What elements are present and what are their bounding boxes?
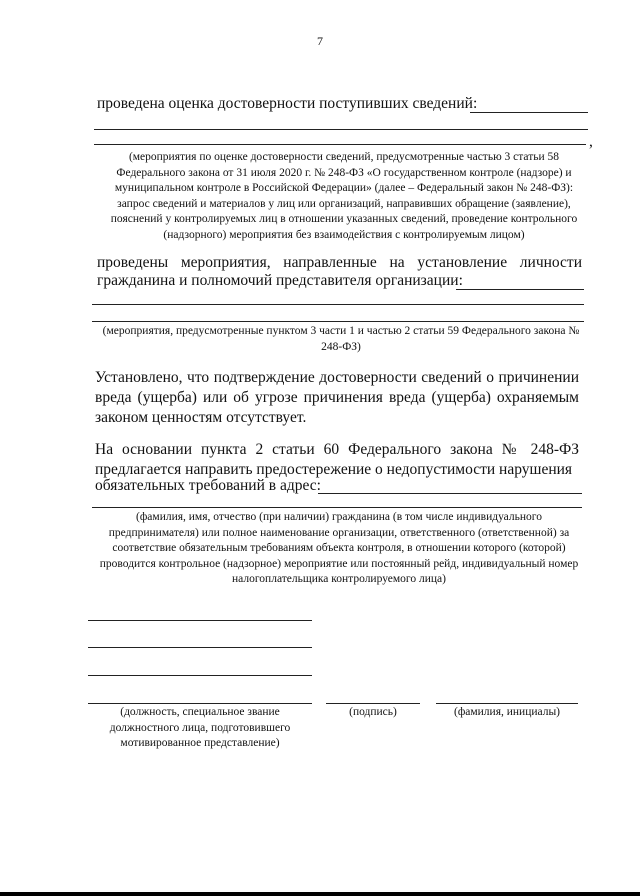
position-line-4[interactable] [88,703,312,704]
assessment-label: проведена оценка достоверности поступивших сведений: [97,95,478,112]
name-caption: (фамилия, инициалы) [453,706,561,718]
addressee-fill-line[interactable] [92,507,582,508]
name-line[interactable] [436,703,578,704]
identification-fill-line-2[interactable] [92,321,584,322]
position-line-1[interactable] [88,620,312,621]
position-caption: (должность, специальное звание должностного лица, подготовившего мотивированное представление) [109,706,291,749]
identification-text-line-2: гражданина и полномочий представителя организации: [97,272,463,289]
identification-text-line-1: проведены мероприятия, направленные на установление личности [97,254,582,271]
assessment-fill-line-1[interactable] [94,129,588,130]
addressee-caption: (фамилия, имя, отчество (при наличии) гражданина (в том числе индивидуального предпринимателя) или полное наименование организации, ответственного (ответственной) за соответствие обязательным требованиям объекта контроля, в отношении которого (которой) проводится контрольное (надзорное) мероприятие или постоянный рейд, индивидуальный номер налогоплательщика контролируемого лица) [99,511,579,585]
scan-bottom-edge [0,892,640,896]
identification-fill-line-1[interactable] [92,304,584,305]
signature-line[interactable] [326,703,420,704]
signature-caption: (подпись) [349,706,397,718]
position-line-2[interactable] [88,647,312,648]
assessment-caption: (мероприятия по оценке достоверности сведений, предусмотренные частью 3 статьи 58 Федерального закона от 31 июля 2020 г. № 248-ФЗ «О государственном контроле (надзоре) и муниципальном контроле в Российской Федерации» (далее – Федеральный закон № 248-ФЗ): запрос сведений и материалов у лиц или организаций, направивших обращение (заявление), пояснений у контролируемых лиц в отношении указанных сведений, проведение контрольного (надзорного) мероприятия без взаимодействия с контролируемым лицом) [110,151,578,241]
trailing-comma: , [589,133,593,150]
assessment-blank-line[interactable] [470,112,588,113]
position-line-3[interactable] [88,675,312,676]
addressee-blank-line[interactable] [318,493,582,494]
identification-caption: (мероприятия, предусмотренные пунктом 3 части 1 и частью 2 статьи 59 Федерального закона № 248-ФЗ) [102,325,580,353]
warning-addressee-label: обязательных требований в адрес: [95,477,321,494]
established-statement: Установлено, что подтверждение достоверности сведений о причинении вреда (ущерба) или об угрозе причинения вреда (ущерба) охраняемым законом ценностям отсутствует. [95,369,579,426]
page-number: 7 [317,34,323,48]
assessment-fill-line-2[interactable] [94,144,586,145]
identification-blank-line[interactable] [456,289,584,290]
warning-proposal-text: На основании пункта 2 статьи 60 Федерального закона № 248-ФЗ предлагается направить предостережение о недопустимости нарушения [95,441,579,478]
